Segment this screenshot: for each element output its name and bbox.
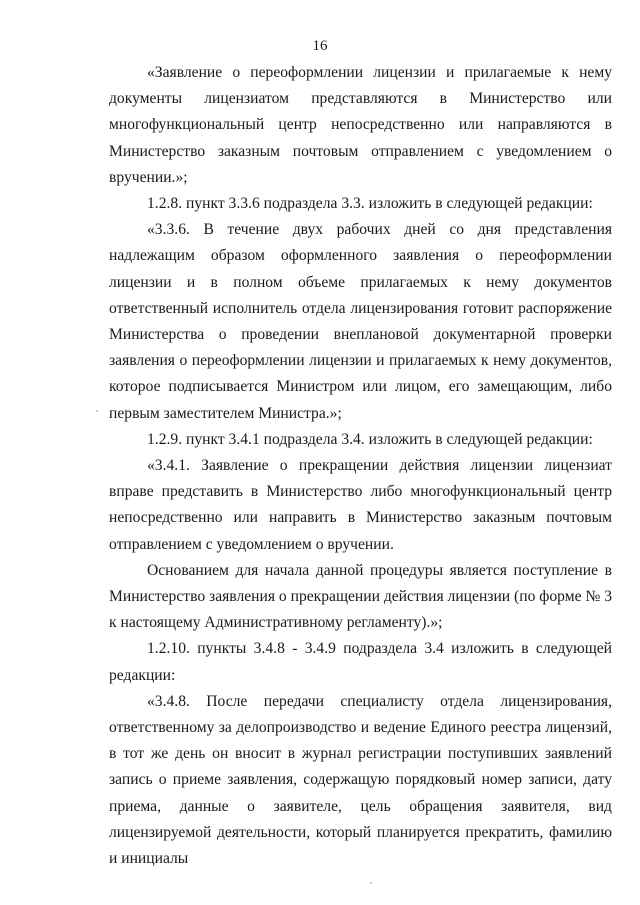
paragraph: 1.2.10. пункты 3.4.8 - 3.4.9 подраздела 3.4 изложить в следующей редакции: xyxy=(109,640,612,684)
paragraph: 1.2.8. пункт 3.3.6 подраздела 3.3. изложить в следующей редакции: xyxy=(147,195,593,213)
paragraph: «Заявление о переоформлении лицензии и прилагаемые к нему документы лицензиатом представляются в Министерство или многофункциональный центр непосредственно или направляются в Министерство заказным почтовым отправлением с уведомлением о вручении.»; xyxy=(109,64,612,186)
paragraph: «3.4.1. Заявление о прекращении действия лицензии лицензиат вправе представить в Министерство либо многофункциональный центр непосредственно или направить в Министерство заказным почтовым отправлением с уведомлением о вручении. xyxy=(109,457,612,553)
paragraph: Основанием для начала данной процедуры является поступление в Министерство заявления о прекращении действия лицензии (по форме № 3 к настоящему Административному регламенту).»; xyxy=(109,561,612,632)
page-number: 16 xyxy=(312,38,328,54)
scan-speck xyxy=(370,882,372,884)
paragraph: «3.4.8. После передачи специалисту отдела лицензирования, ответственному за делопроизводство и ведение Единого реестра лицензий, в тот же день он вносит в журнал регистрации поступивших заявлений запись о приеме заявления, содержащую порядковый номер записи, дату приема, данные о заявителе, цель обращения заявителя, вид лицензируемой деятельности, который планируется прекратить, фамилию и инициалы xyxy=(109,692,612,868)
paragraph: 1.2.9. пункт 3.4.1 подраздела 3.4. изложить в следующей редакции: xyxy=(147,430,593,448)
document-body xyxy=(109,60,612,872)
scan-speck xyxy=(96,410,98,412)
paragraph: «3.3.6. В течение двух рабочих дней со дня представления надлежащим образом оформленного заявления о переоформлении лицензии и в полном объеме прилагаемых к нему документов ответственный исполнитель отдела лицензирования готовит распоряжение Министерства о проведении внеплановой документарной проверки заявления о переоформлении лицензии и прилагаемых к нему документов, которое подписывается Министром или лицом, его замещающим, либо первым заместителем Министра.»; xyxy=(109,221,612,422)
